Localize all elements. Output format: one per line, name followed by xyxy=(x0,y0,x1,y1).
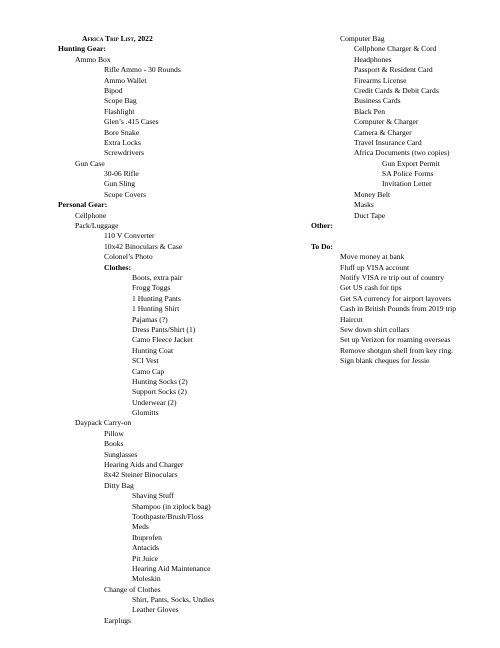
list-item-toothpaste-brush-floss: Toothpaste/Brush/Floss xyxy=(132,511,204,521)
list-item-duct-tape: Duct Tape xyxy=(354,210,386,220)
right-column xyxy=(311,34,491,367)
list-item-get-sa-currency-for-airport-layovers: Get SA currency for airport layovers xyxy=(340,293,452,303)
list-item-rifle-ammo-30-rounds: Rifle Ammo - 30 Rounds xyxy=(104,65,181,75)
list-item-credit-cards-debit-cards: Credit Cards & Debit Cards xyxy=(354,85,439,95)
blank-line xyxy=(311,231,491,241)
list-item-pit-juice: Pit Juice xyxy=(132,553,158,563)
list-item-invitation-letter: Invitation Letter xyxy=(382,179,432,189)
list-item-dress-pants-shirt-1: Dress Pants/Shirt (1) xyxy=(132,324,196,334)
list-item-meds: Meds xyxy=(132,522,149,532)
list-item-get-us-cash-for-tips: Get US cash for tips xyxy=(340,283,402,293)
list-item-glen-s-415-cases: Glen’s .415 Cases xyxy=(104,117,159,127)
list-item-camo-fleece-jacket: Camo Fleece Jacket xyxy=(132,335,193,345)
list-item-hearing-aids-and-charger: Hearing Aids and Charger xyxy=(104,460,184,470)
list-item-1-hunting-shirt: 1 Hunting Shirt xyxy=(132,304,180,314)
list-item-flashlight: Flashlight xyxy=(104,106,135,116)
list-item-sci-vest: SCI Vest xyxy=(132,356,159,366)
list-item-sign-blank-cheques-for-jessie: Sign blank cheques for Jessie xyxy=(340,356,430,366)
list-item-pack-luggage: Pack/Luggage xyxy=(75,221,119,231)
list-item-daypack-carry-on: Daypack Carry-on xyxy=(75,418,132,428)
list-item-haircut: Haircut xyxy=(340,314,363,324)
list-item-set-up-verizon-for-roaming-overseas: Set up Verizon for roaming overseas xyxy=(340,335,451,345)
list-item-bore-snake: Bore Snake xyxy=(104,127,140,137)
list-item-move-money-at-bank: Move money at bank xyxy=(340,252,405,262)
section-heading-hunting-gear: Hunting Gear: xyxy=(58,44,106,54)
list-item-frogg-toggs: Frogg Toggs xyxy=(132,283,171,293)
list-item-africa-documents-two-copies: Africa Documents (two copies) xyxy=(354,148,450,158)
list-item-hunting-socks-2: Hunting Socks (2) xyxy=(132,376,188,386)
list-item-computer-charger: Computer & Charger xyxy=(354,117,419,127)
list-item-leather-gloves: Leather Gloves xyxy=(132,605,179,615)
list-item-extra-locks: Extra Locks xyxy=(104,137,141,147)
list-item-change-of-clothes: Change of Clothes xyxy=(104,584,161,594)
list-item-cash-in-british-pounds-from-2019-trip: Cash in British Pounds from 2019 trip xyxy=(340,304,457,314)
section-heading-clothes: Clothes: xyxy=(104,262,131,272)
list-item-travel-insurance-card: Travel Insurance Card xyxy=(354,137,422,147)
list-item-earplugs: Earplugs xyxy=(104,615,131,625)
list-item-hearing-aid-maintenance: Hearing Aid Maintenance xyxy=(132,563,211,573)
list-item-shaving-stuff: Shaving Stuff xyxy=(132,491,174,501)
list-item-pillow: Pillow xyxy=(104,428,124,438)
list-item-scope-covers: Scope Covers xyxy=(104,189,146,199)
section-heading-other: Other: xyxy=(311,221,333,231)
list-item-screwdrivers: Screwdrivers xyxy=(104,148,145,158)
page-title: Africa Trip List, 2022 xyxy=(82,34,153,43)
list-item-cellphone-charger-cord: Cellphone Charger & Cord xyxy=(354,44,437,54)
list-item-1-hunting-pants: 1 Hunting Pants xyxy=(132,293,181,303)
list-item-support-socks-2: Support Socks (2) xyxy=(132,387,187,397)
list-item-gun-export-permit: Gun Export Permit xyxy=(382,158,440,168)
list-item-pajamas: Pajamas (?) xyxy=(132,314,168,324)
list-item-books: Books xyxy=(104,439,124,449)
list-item-gun-sling: Gun Sling xyxy=(104,179,136,189)
list-item-camo-cap: Camo Cap xyxy=(132,366,165,376)
list-item-black-pen: Black Pen xyxy=(354,106,386,116)
list-item-fluff-up-visa-account: Fluff up VISA account xyxy=(340,262,410,272)
left-column xyxy=(58,34,308,626)
list-item-glomitts: Glomitts xyxy=(132,408,159,418)
list-item-remove-shotgun-shell-from-key-ring: Remove shotgun shell from key ring. xyxy=(340,345,454,355)
list-item-sunglasses: Sunglasses xyxy=(104,449,138,459)
list-item-bipod: Bipod xyxy=(104,85,123,95)
list-item-ibuprofen: Ibuprofen xyxy=(132,532,162,542)
list-item-gun-case: Gun Case xyxy=(75,158,105,168)
list-item-8x42-steiner-binoculars: 8x42 Steiner Binoculars xyxy=(104,470,178,480)
list-item-ammo-box: Ammo Box xyxy=(75,54,111,64)
list-item-shampoo-in-ziplock-bag: Shampoo (in ziplock bag) xyxy=(132,501,211,511)
list-item-headphones: Headphones xyxy=(354,54,392,64)
list-item-ditty-bag: Ditty Bag xyxy=(104,480,134,490)
list-item-passport-resident-card: Passport & Resident Card xyxy=(354,65,433,75)
list-item-ammo-wallet: Ammo Wallet xyxy=(104,75,147,85)
list-item-underwear-2: Underwear (2) xyxy=(132,397,177,407)
list-item-business-cards: Business Cards xyxy=(354,96,401,106)
list-item-cellphone: Cellphone xyxy=(75,210,107,220)
list-item-moleskin: Moleskin xyxy=(132,574,161,584)
section-heading-personal-gear: Personal Gear: xyxy=(58,200,108,210)
list-item-hunting-coat: Hunting Coat xyxy=(132,345,174,355)
list-item-boots-extra-pair: Boots, extra pair xyxy=(132,272,183,282)
list-item-sa-police-forms: SA Police Forms xyxy=(382,169,434,179)
list-item-camera-charger: Camera & Charger xyxy=(354,127,412,137)
list-item-masks: Masks xyxy=(354,200,374,210)
list-item-sew-down-shirt-collars: Sew down shirt collars xyxy=(340,324,410,334)
list-item-money-belt: Money Belt xyxy=(354,189,391,199)
list-item-notify-visa-re-trip-out-of-country: Notify VISA re trip out of country xyxy=(340,272,445,282)
list-item-antacids: Antacids xyxy=(132,543,159,553)
list-item-colonel-s-photo: Colonel’s Photo xyxy=(104,252,153,262)
list-item-110-v-converter: 110 V Converter xyxy=(104,231,155,241)
list-item-10x42-binoculars-case: 10x42 Binoculars & Case xyxy=(104,241,183,251)
list-item-computer-bag: Computer Bag xyxy=(340,34,385,43)
list-item-30-06-rifle: 30-06 Rifle xyxy=(104,169,139,179)
list-item-shirt-pants-socks-undies: Shirt, Pants, Socks, Undies xyxy=(132,595,215,605)
list-item-firearms-license: Firearms License xyxy=(354,75,407,85)
section-heading-to-do: To Do: xyxy=(311,241,333,251)
list-item-scope-bag: Scope Bag xyxy=(104,96,137,106)
